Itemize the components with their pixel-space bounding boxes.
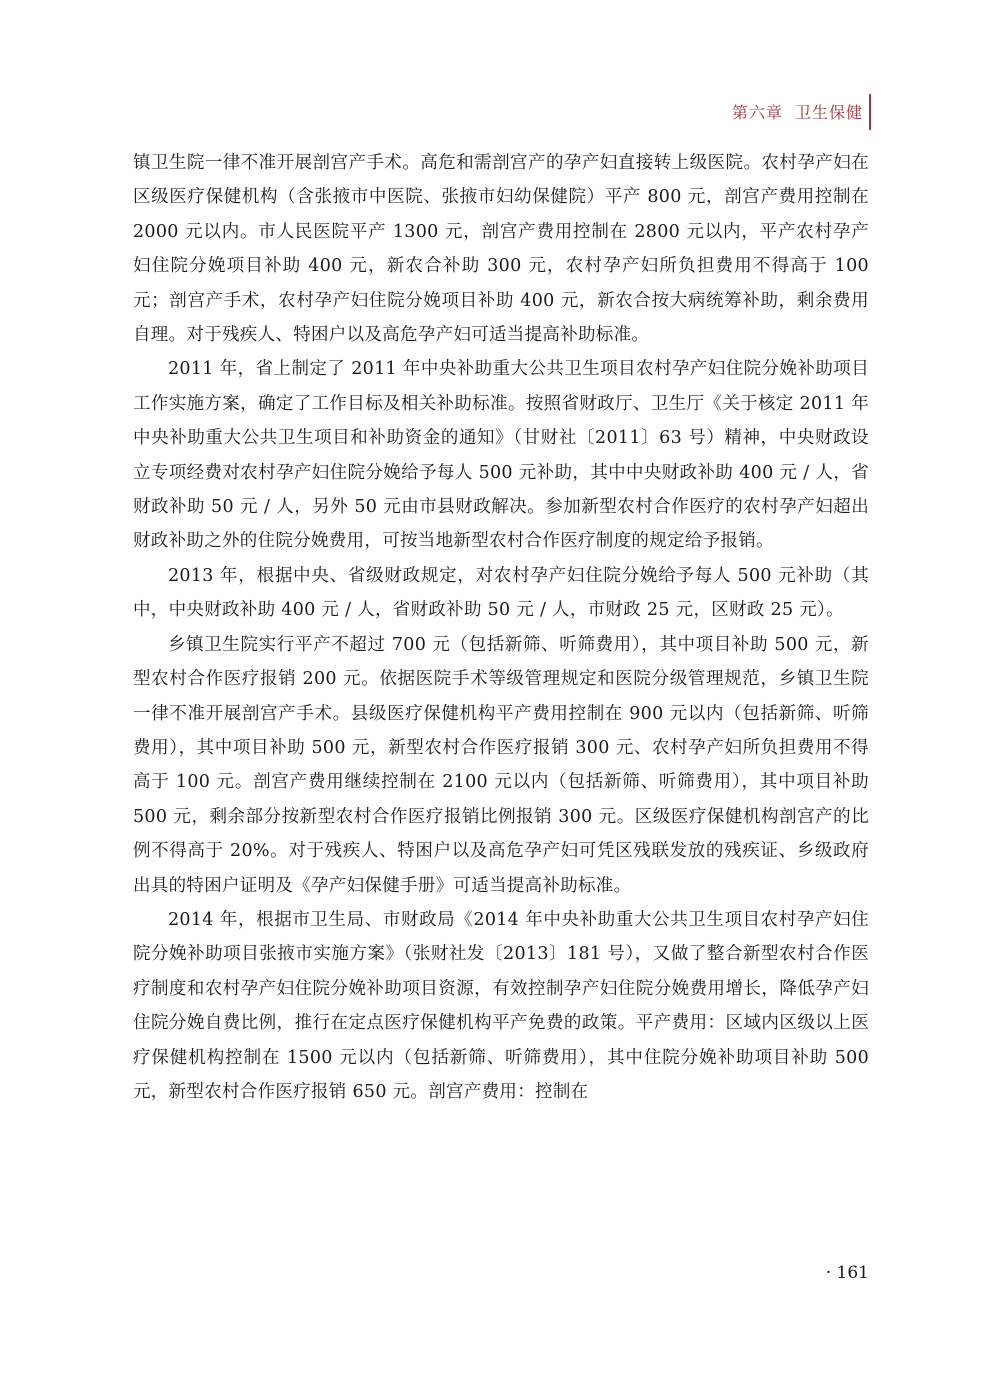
running-header: [732, 100, 863, 123]
paragraph-2013: 2013 年，根据中央、省级财政规定，对农村孕产妇住院分娩给予每人 500 元补助（其中，中央财政补助 400 元 / 人，省财政补助 50 元 / 人，市财政 25 元，区财政 25 元）。: [133, 565, 869, 621]
header-rule: [869, 94, 871, 130]
body-text: [133, 146, 869, 1109]
paragraph-2011: 2011 年，省上制定了 2011 年中央补助重大公共卫生项目农村孕产妇住院分娩补助项目工作实施方案，确定了工作目标及相关补助标准。按照省财政厅、卫生厅《关于核定 2011 年中央补助重大公共卫生项目和补助资金的通知》（甘财社〔2011〕63 号）精神，中央财政设立专项经费对农村孕产妇住院分娩给予每人 500 元补助，其中中央财政补助 400 元 / 人，省财政补助 50 元 / 人，另外 50 元由市县财政解决。参加新型农村合作医疗的农村孕产妇超出财政补助之外的住院分娩费用，可按当地新型农村合作医疗制度的规定给予报销。: [133, 359, 869, 552]
page-number: · 161: [825, 1263, 869, 1283]
section-label: 卫生保健: [794, 103, 863, 122]
chapter-label: 第六章: [731, 103, 783, 122]
paragraph-continuation: 镇卫生院一律不准开展剖宫产手术。高危和需剖宫产的孕产妇直接转上级医院。农村孕产妇在区级医疗保健机构（含张掖市中医院、张掖市妇幼保健院）平产 800 元，剖宫产费用控制在 2000 元以内。市人民医院平产 1300 元，剖宫产费用控制在 2800 元以内，平产农村孕产妇住院分娩项目补助 400 元，新农合补助 300 元，农村孕产妇所负担费用不得高于 100 元；剖宫产手术，农村孕产妇住院分娩项目补助 400 元，新农合按大病统筹补助，剩余费用自理。对于残疾人、特困户以及高危孕产妇可适当提高补助标准。: [133, 153, 869, 346]
paragraph-2014: 2014 年，根据市卫生局、市财政局《2014 年中央补助重大公共卫生项目农村孕产妇住院分娩补助项目张掖市实施方案》（张财社发〔2013〕181 号），又做了整合新型农村合作医疗制度和农村孕产妇住院分娩补助项目资源，有效控制孕产妇住院分娩费用增长，降低孕产妇住院分娩自费比例，推行在定点医疗保健机构平产免费的政策。平产费用：区域内区级以上医疗保健机构控制在 1500 元以内（包括新筛、听筛费用），其中住院分娩补助项目补助 500 元，新型农村合作医疗报销 650 元。剖宫产费用：控制在: [133, 909, 869, 1102]
paragraph-township-hospitals: 乡镇卫生院实行平产不超过 700 元（包括新筛、听筛费用），其中项目补助 500 元，新型农村合作医疗报销 200 元。依据医院手术等级管理规定和医院分级管理规范，乡镇卫生院一律不准开展剖宫产手术。县级医疗保健机构平产费用控制在 900 元以内（包括新筛、听筛费用），其中项目补助 500 元，新型农村合作医疗报销 300 元、农村孕产妇所负担费用不得高于 100 元。剖宫产费用继续控制在 2100 元以内（包括新筛、听筛费用），其中项目补助 500 元，剩余部分按新型农村合作医疗报销比例报销 300 元。区级医疗保健机构剖宫产的比例不得高于 20%。对于残疾人、特困户以及高危孕产妇可凭区残联发放的残疾证、乡级政府出具的特困户证明及《孕产妇保健手册》可适当提高补助标准。: [133, 634, 869, 896]
